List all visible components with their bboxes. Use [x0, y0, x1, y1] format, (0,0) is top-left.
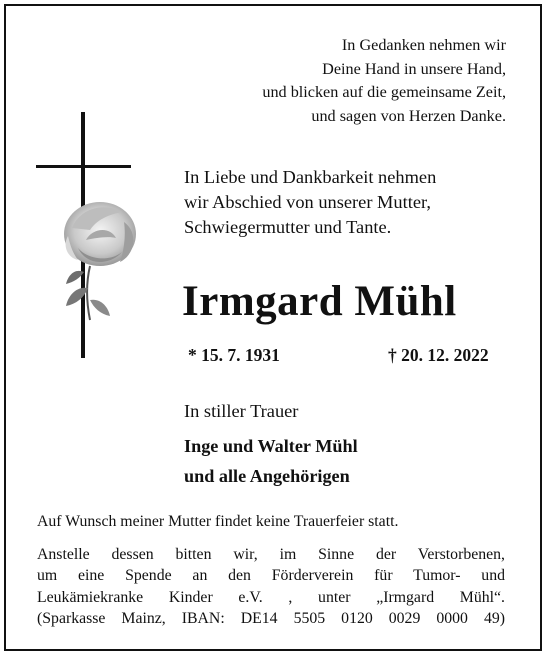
poem-line: und sagen von Herzen Danke. [311, 106, 506, 125]
birth-date: * 15. 7. 1931 [188, 345, 280, 365]
donation-line: Leukämiekranke Kinder e.V. , unter „Irmgard Mühl“. [37, 588, 505, 606]
donation-line: um eine Spende an den Förderverein für Tumor- und [37, 567, 505, 585]
poem [262, 34, 506, 128]
poem-line: und blicken auf die gemeinsame Zeit, [262, 83, 506, 102]
deceased-name: Irmgard Mühl [182, 278, 457, 325]
rose-icon [28, 188, 168, 328]
intro-text [184, 165, 436, 239]
donation-line: Anstelle dessen bitten wir, im Sinne der Verstorbenen, [37, 546, 505, 563]
intro-line: Schwiegermutter und Tante. [184, 216, 392, 237]
intro-line: wir Abschied von unserer Mutter, [184, 191, 431, 212]
funeral-notice: Auf Wunsch meiner Mutter findet keine Trauerfeier statt. [37, 513, 399, 530]
poem-line: Deine Hand in unsere Hand, [322, 59, 506, 78]
death-date: † 20. 12. 2022 [388, 345, 489, 365]
mourner-line: Inge und Walter Mühl [184, 436, 358, 456]
mourners [184, 431, 358, 491]
poem-line: In Gedanken nehmen wir [341, 36, 506, 54]
intro-line: In Liebe und Dankbarkeit nehmen [184, 167, 437, 187]
obituary-notice [4, 4, 542, 651]
donation-line: (Sparkasse Mainz, IBAN: DE14 5505 0120 0029 0000 49) [37, 610, 505, 628]
mourner-line: und alle Angehörigen [184, 466, 350, 486]
donation-request [37, 544, 505, 630]
mourning-intro: In stiller Trauer [184, 401, 299, 421]
